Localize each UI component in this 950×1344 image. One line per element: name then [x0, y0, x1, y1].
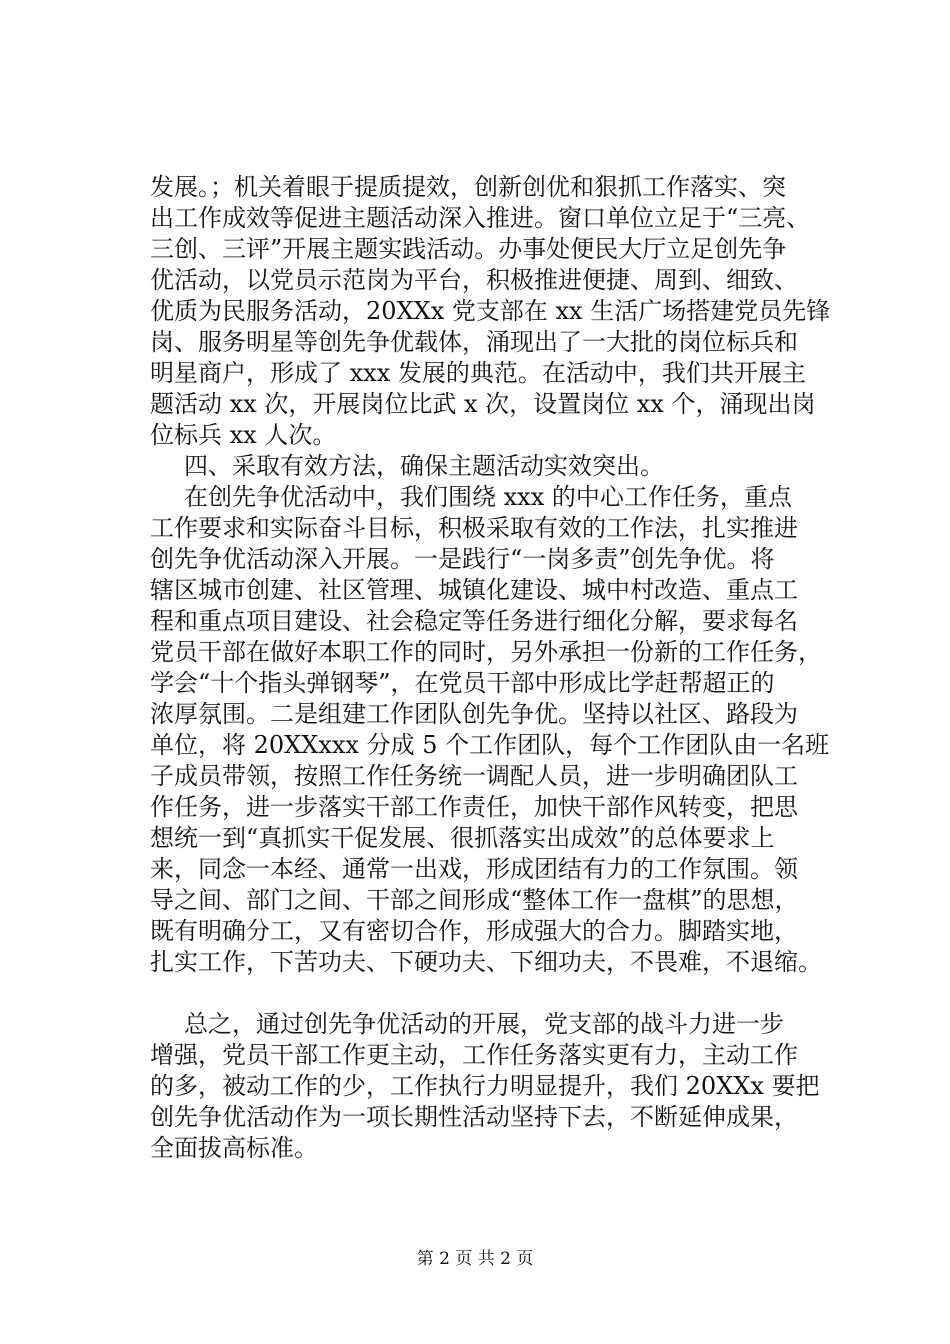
- text-line: 单位，将 20XXxxx 分成 5 个工作团队，每个工作团队由一名班: [150, 731, 830, 759]
- text-line: 在创先争优活动中，我们围绕 xxx 的中心工作任务，重点: [184, 483, 792, 511]
- text-line: 既有明确分工，又有密切合作，形成强大的合力。脚踏实地，: [150, 917, 798, 945]
- text-line: 题活动 xx 次，开展岗位比武 x 次，设置岗位 xx 个，涌现出岗: [150, 390, 816, 418]
- text-line: 扎实工作，下苦功夫、下硬功夫、下细功夫，不畏难，不退缩。: [150, 948, 822, 976]
- text-line: 辖区城市创建、社区管理、城镇化建设、城中村改造、重点工: [150, 576, 798, 604]
- paragraph-summary: [150, 1009, 840, 1164]
- text-line: 浓厚氛围。二是组建工作团队创先争优。坚持以社区、路段为: [150, 700, 798, 728]
- text-line: 岗、服务明星等创先争优载体，涌现出了一大批的岗位标兵和: [150, 328, 798, 356]
- text-line: 优质为民服务活动，20XXx 党支部在 xx 生活广场搭建党员先锋: [150, 297, 831, 325]
- text-line: 来，同念一本经、通常一出戏，形成团结有力的工作氛围。领: [150, 855, 798, 883]
- text-line: 增强，党员干部工作更主动，工作任务落实更有力，主动工作: [150, 1041, 798, 1069]
- section-heading-four: [150, 451, 840, 482]
- text-line: 出工作成效等促进主题活动深入推进。窗口单位立足于“三亮、: [150, 204, 811, 232]
- text-line: 党员干部在做好本职工作的同时，另外承担一份新的工作任务，: [150, 638, 822, 666]
- paragraph-methods: [150, 482, 840, 978]
- text-line: 的多，被动工作的少，工作执行力明显提升，我们 20XXx 要把: [150, 1072, 820, 1100]
- text-line: 全面拔高标准。: [150, 1134, 318, 1162]
- text-line: 学会“十个指头弹钢琴”，在党员干部中形成比学赶帮超正的: [150, 669, 775, 697]
- text-line: 明星商户，形成了 xxx 发展的典范。在活动中，我们共开展主: [150, 359, 806, 387]
- text-line: 程和重点项目建设、社会稳定等任务进行细化分解，要求每名: [150, 607, 798, 635]
- paragraph-spacer: [150, 978, 840, 1009]
- page-footer: [0, 1248, 950, 1270]
- text-line: 总之，通过创先争优活动的开展，党支部的战斗力进一步: [184, 1010, 784, 1038]
- section-heading: 四、采取有效方法，确保主题活动实效突出。: [184, 452, 664, 480]
- text-line: 位标兵 xx 人次。: [150, 421, 337, 449]
- text-line: 优活动，以党员示范岗为平台，积极推进便捷、周到、细致、: [150, 266, 798, 294]
- text-line: 创先争优活动深入开展。一是践行“一岗多责”创先争优。将: [150, 545, 775, 573]
- text-line: 发展。；机关着眼于提质提效，创新创优和狠抓工作落实、突: [150, 173, 786, 201]
- document-body: [150, 172, 840, 1164]
- text-line: 导之间、部门之间、干部之间形成“整体工作一盘棋”的思想，: [150, 886, 799, 914]
- text-line: 想统一到“真抓实干促发展、很抓落实出成效”的总体要求上: [150, 824, 775, 852]
- text-line: 作任务，进一步落实干部工作责任，加快干部作风转变，把思: [150, 793, 798, 821]
- page-number-label: 第 2 页 共 2 页: [416, 1249, 534, 1269]
- text-line: 子成员带领，按照工作任务统一调配人员，进一步明确团队工: [150, 762, 798, 790]
- text-line: 创先争优活动作为一项长期性活动坚持下去，不断延伸成果，: [150, 1103, 798, 1131]
- text-line: 工作要求和实际奋斗目标，积极采取有效的工作法，扎实推进: [150, 514, 798, 542]
- paragraph-window-units: [150, 172, 840, 451]
- text-line: 三创、三评”开展主题实践活动。办事处便民大厅立足创先争: [150, 235, 787, 263]
